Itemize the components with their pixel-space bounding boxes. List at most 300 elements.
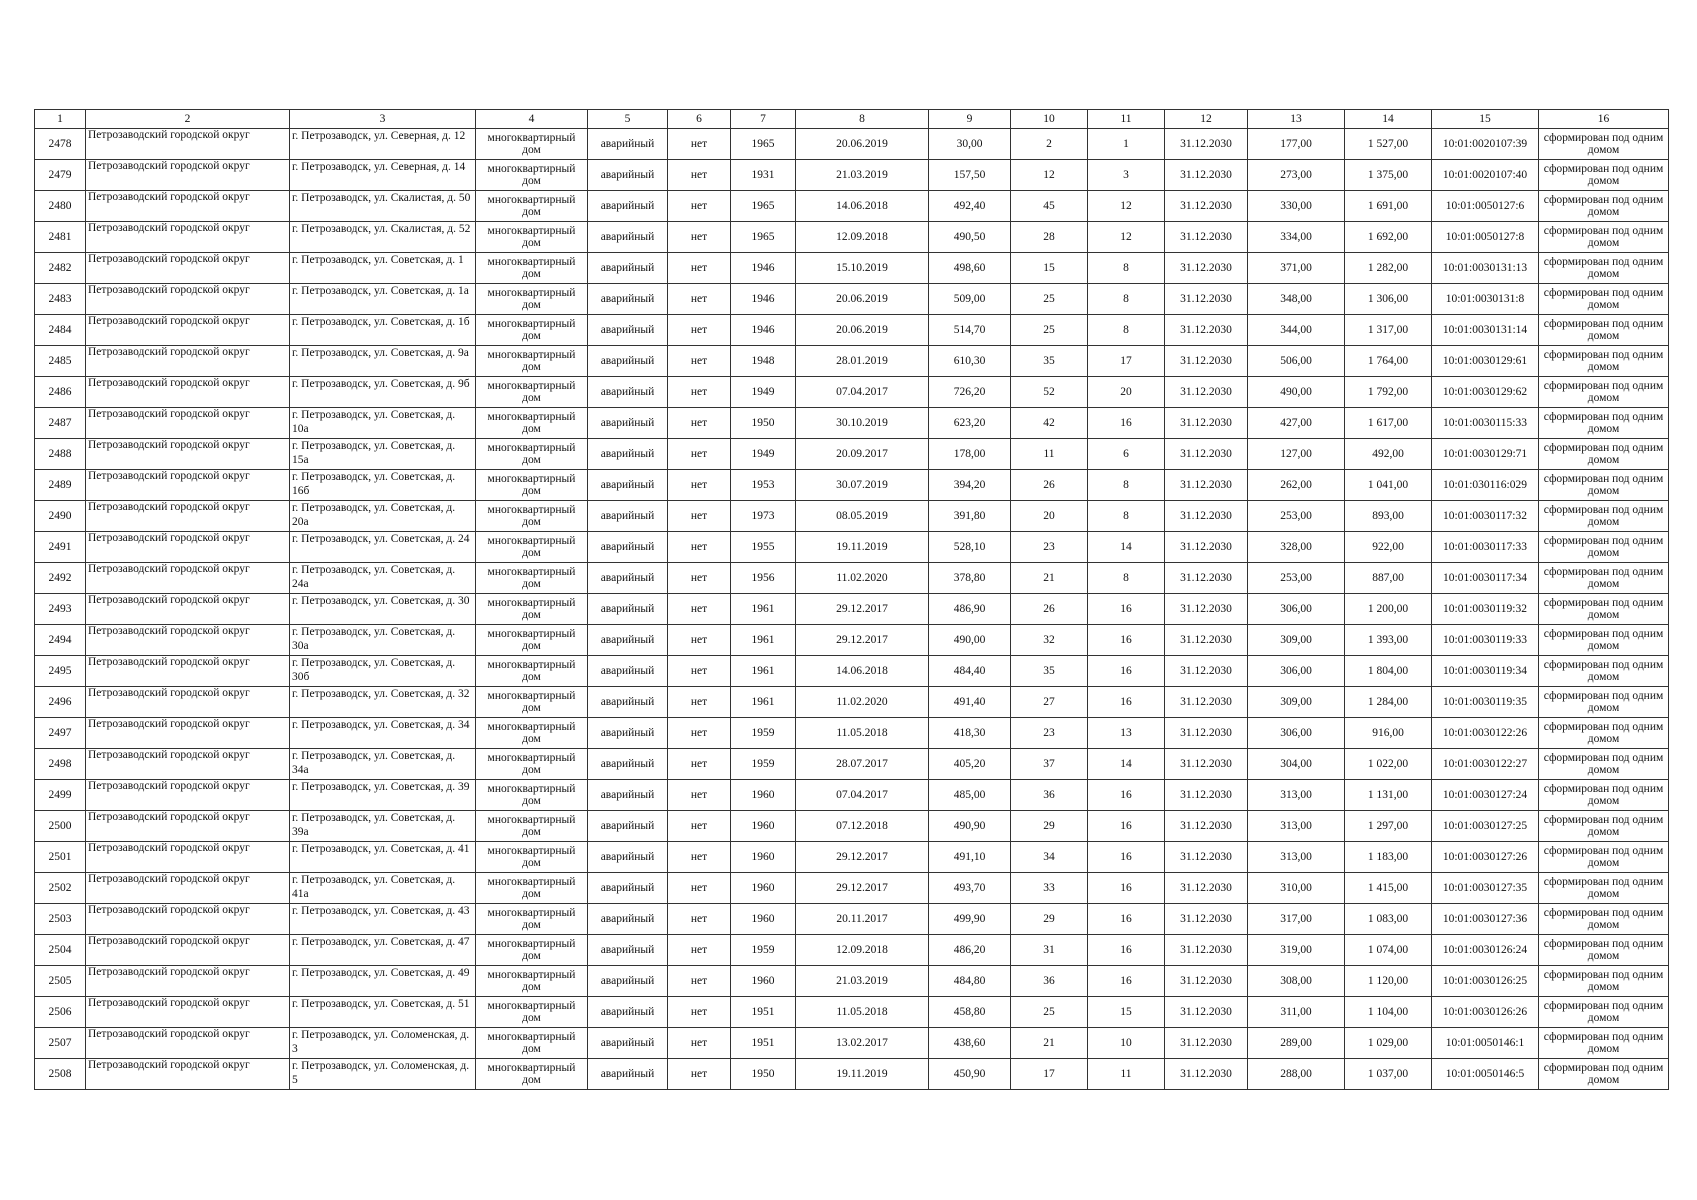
cadastral-number-cell: 10:01:0050146:5	[1432, 1059, 1539, 1090]
municipality-cell: Петрозаводский городской округ	[86, 315, 290, 346]
column-header: 9	[929, 110, 1011, 129]
cadastral-number-cell: 10:01:0030127:25	[1432, 811, 1539, 842]
column-10-cell: 35	[1011, 656, 1088, 687]
column-14-cell: 1 037,00	[1345, 1059, 1432, 1090]
land-plot-note-cell: сформирован под одним домом	[1539, 129, 1669, 160]
column-14-cell: 1 297,00	[1345, 811, 1432, 842]
cadastral-number-cell: 10:01:0030126:25	[1432, 966, 1539, 997]
column-14-cell: 922,00	[1345, 532, 1432, 563]
column-6-cell: нет	[668, 284, 731, 315]
table-row	[35, 811, 1669, 842]
building-type-cell: многоквартирный дом	[476, 749, 588, 780]
year-built-cell: 1956	[731, 563, 796, 594]
municipality-cell: Петрозаводский городской округ	[86, 439, 290, 470]
year-built-cell: 1951	[731, 1028, 796, 1059]
year-built-cell: 1961	[731, 656, 796, 687]
recognition-date-cell: 12.09.2018	[796, 222, 929, 253]
column-13-cell: 344,00	[1248, 315, 1345, 346]
area-cell: 484,80	[929, 966, 1011, 997]
address-cell: г. Петрозаводск, ул. Советская, д. 20а	[290, 501, 476, 532]
column-11-cell: 13	[1088, 718, 1165, 749]
row-number: 2481	[35, 222, 86, 253]
area-cell: 458,80	[929, 997, 1011, 1028]
column-11-cell: 12	[1088, 191, 1165, 222]
land-plot-note-cell: сформирован под одним домом	[1539, 408, 1669, 439]
column-13-cell: 308,00	[1248, 966, 1345, 997]
planned-date-cell: 31.12.2030	[1165, 687, 1248, 718]
column-11-cell: 16	[1088, 408, 1165, 439]
column-10-cell: 31	[1011, 935, 1088, 966]
year-built-cell: 1949	[731, 439, 796, 470]
planned-date-cell: 31.12.2030	[1165, 222, 1248, 253]
column-10-cell: 42	[1011, 408, 1088, 439]
land-plot-note-cell: сформирован под одним домом	[1539, 222, 1669, 253]
column-14-cell: 1 527,00	[1345, 129, 1432, 160]
cadastral-number-cell: 10:01:0020107:40	[1432, 160, 1539, 191]
column-11-cell: 20	[1088, 377, 1165, 408]
row-number: 2484	[35, 315, 86, 346]
address-cell: г. Петрозаводск, ул. Советская, д. 1б	[290, 315, 476, 346]
column-13-cell: 309,00	[1248, 625, 1345, 656]
land-plot-note-cell: сформирован под одним домом	[1539, 749, 1669, 780]
recognition-date-cell: 30.10.2019	[796, 408, 929, 439]
column-10-cell: 28	[1011, 222, 1088, 253]
planned-date-cell: 31.12.2030	[1165, 160, 1248, 191]
column-11-cell: 16	[1088, 811, 1165, 842]
column-6-cell: нет	[668, 718, 731, 749]
area-cell: 391,80	[929, 501, 1011, 532]
municipality-cell: Петрозаводский городской округ	[86, 718, 290, 749]
row-number: 2498	[35, 749, 86, 780]
condition-cell: аварийный	[588, 656, 668, 687]
cadastral-number-cell: 10:01:0050127:8	[1432, 222, 1539, 253]
planned-date-cell: 31.12.2030	[1165, 1028, 1248, 1059]
condition-cell: аварийный	[588, 191, 668, 222]
building-type-cell: многоквартирный дом	[476, 656, 588, 687]
column-13-cell: 306,00	[1248, 594, 1345, 625]
area-cell: 491,10	[929, 842, 1011, 873]
column-10-cell: 37	[1011, 749, 1088, 780]
planned-date-cell: 31.12.2030	[1165, 904, 1248, 935]
table-row	[35, 842, 1669, 873]
address-cell: г. Петрозаводск, ул. Скалистая, д. 50	[290, 191, 476, 222]
recognition-date-cell: 08.05.2019	[796, 501, 929, 532]
recognition-date-cell: 07.04.2017	[796, 780, 929, 811]
recognition-date-cell: 20.06.2019	[796, 284, 929, 315]
recognition-date-cell: 19.11.2019	[796, 532, 929, 563]
land-plot-note-cell: сформирован под одним домом	[1539, 160, 1669, 191]
land-plot-note-cell: сформирован под одним домом	[1539, 718, 1669, 749]
column-6-cell: нет	[668, 315, 731, 346]
column-13-cell: 288,00	[1248, 1059, 1345, 1090]
recognition-date-cell: 11.02.2020	[796, 687, 929, 718]
condition-cell: аварийный	[588, 470, 668, 501]
municipality-cell: Петрозаводский городской округ	[86, 501, 290, 532]
year-built-cell: 1931	[731, 160, 796, 191]
planned-date-cell: 31.12.2030	[1165, 315, 1248, 346]
table-row	[35, 1028, 1669, 1059]
row-number: 2478	[35, 129, 86, 160]
recognition-date-cell: 20.11.2017	[796, 904, 929, 935]
building-type-cell: многоквартирный дом	[476, 625, 588, 656]
row-number: 2505	[35, 966, 86, 997]
table-row	[35, 687, 1669, 718]
column-14-cell: 1 183,00	[1345, 842, 1432, 873]
municipality-cell: Петрозаводский городской округ	[86, 625, 290, 656]
cadastral-number-cell: 10:01:0030119:33	[1432, 625, 1539, 656]
land-plot-note-cell: сформирован под одним домом	[1539, 966, 1669, 997]
municipality-cell: Петрозаводский городской округ	[86, 377, 290, 408]
address-cell: г. Петрозаводск, ул. Северная, д. 12	[290, 129, 476, 160]
area-cell: 484,40	[929, 656, 1011, 687]
address-cell: г. Петрозаводск, ул. Советская, д. 41а	[290, 873, 476, 904]
table-row	[35, 191, 1669, 222]
year-built-cell: 1959	[731, 749, 796, 780]
planned-date-cell: 31.12.2030	[1165, 594, 1248, 625]
municipality-cell: Петрозаводский городской округ	[86, 780, 290, 811]
column-6-cell: нет	[668, 997, 731, 1028]
column-14-cell: 1 692,00	[1345, 222, 1432, 253]
area-cell: 528,10	[929, 532, 1011, 563]
column-11-cell: 16	[1088, 935, 1165, 966]
column-14-cell: 1 041,00	[1345, 470, 1432, 501]
cadastral-number-cell: 10:01:0030119:34	[1432, 656, 1539, 687]
land-plot-note-cell: сформирован под одним домом	[1539, 315, 1669, 346]
cadastral-number-cell: 10:01:0030126:24	[1432, 935, 1539, 966]
column-11-cell: 8	[1088, 284, 1165, 315]
condition-cell: аварийный	[588, 408, 668, 439]
land-plot-note-cell: сформирован под одним домом	[1539, 687, 1669, 718]
recognition-date-cell: 11.05.2018	[796, 997, 929, 1028]
year-built-cell: 1965	[731, 129, 796, 160]
municipality-cell: Петрозаводский городской округ	[86, 222, 290, 253]
cadastral-number-cell: 10:01:0030117:32	[1432, 501, 1539, 532]
year-built-cell: 1965	[731, 222, 796, 253]
column-14-cell: 1 083,00	[1345, 904, 1432, 935]
condition-cell: аварийный	[588, 315, 668, 346]
building-type-cell: многоквартирный дом	[476, 222, 588, 253]
municipality-cell: Петрозаводский городской округ	[86, 873, 290, 904]
column-13-cell: 313,00	[1248, 780, 1345, 811]
building-type-cell: многоквартирный дом	[476, 315, 588, 346]
building-type-cell: многоквартирный дом	[476, 532, 588, 563]
column-14-cell: 1 074,00	[1345, 935, 1432, 966]
column-11-cell: 16	[1088, 687, 1165, 718]
table-row	[35, 253, 1669, 284]
land-plot-note-cell: сформирован под одним домом	[1539, 191, 1669, 222]
table-row	[35, 966, 1669, 997]
building-type-cell: многоквартирный дом	[476, 904, 588, 935]
column-11-cell: 6	[1088, 439, 1165, 470]
recognition-date-cell: 29.12.2017	[796, 873, 929, 904]
planned-date-cell: 31.12.2030	[1165, 532, 1248, 563]
land-plot-note-cell: сформирован под одним домом	[1539, 532, 1669, 563]
area-cell: 490,90	[929, 811, 1011, 842]
column-13-cell: 306,00	[1248, 718, 1345, 749]
year-built-cell: 1946	[731, 315, 796, 346]
building-type-cell: многоквартирный дом	[476, 408, 588, 439]
year-built-cell: 1961	[731, 625, 796, 656]
column-13-cell: 262,00	[1248, 470, 1345, 501]
column-14-cell: 1 804,00	[1345, 656, 1432, 687]
column-6-cell: нет	[668, 470, 731, 501]
municipality-cell: Петрозаводский городской округ	[86, 532, 290, 563]
column-11-cell: 16	[1088, 625, 1165, 656]
table-row	[35, 408, 1669, 439]
year-built-cell: 1961	[731, 687, 796, 718]
row-number: 2486	[35, 377, 86, 408]
municipality-cell: Петрозаводский городской округ	[86, 160, 290, 191]
row-number: 2499	[35, 780, 86, 811]
cadastral-number-cell: 10:01:0030127:35	[1432, 873, 1539, 904]
land-plot-note-cell: сформирован под одним домом	[1539, 346, 1669, 377]
column-11-cell: 3	[1088, 160, 1165, 191]
table-row	[35, 563, 1669, 594]
condition-cell: аварийный	[588, 718, 668, 749]
column-13-cell: 309,00	[1248, 687, 1345, 718]
column-14-cell: 1 792,00	[1345, 377, 1432, 408]
recognition-date-cell: 13.02.2017	[796, 1028, 929, 1059]
column-11-cell: 16	[1088, 873, 1165, 904]
area-cell: 394,20	[929, 470, 1011, 501]
column-6-cell: нет	[668, 873, 731, 904]
column-10-cell: 27	[1011, 687, 1088, 718]
area-cell: 378,80	[929, 563, 1011, 594]
column-11-cell: 8	[1088, 563, 1165, 594]
municipality-cell: Петрозаводский городской округ	[86, 904, 290, 935]
column-14-cell: 1 200,00	[1345, 594, 1432, 625]
condition-cell: аварийный	[588, 1028, 668, 1059]
condition-cell: аварийный	[588, 842, 668, 873]
condition-cell: аварийный	[588, 780, 668, 811]
building-type-cell: многоквартирный дом	[476, 346, 588, 377]
cadastral-number-cell: 10:01:0030119:35	[1432, 687, 1539, 718]
building-type-cell: многоквартирный дом	[476, 563, 588, 594]
building-type-cell: многоквартирный дом	[476, 501, 588, 532]
column-14-cell: 1 284,00	[1345, 687, 1432, 718]
planned-date-cell: 31.12.2030	[1165, 625, 1248, 656]
municipality-cell: Петрозаводский городской округ	[86, 594, 290, 625]
column-14-cell: 492,00	[1345, 439, 1432, 470]
year-built-cell: 1950	[731, 408, 796, 439]
condition-cell: аварийный	[588, 1059, 668, 1090]
column-6-cell: нет	[668, 532, 731, 563]
column-11-cell: 16	[1088, 966, 1165, 997]
land-plot-note-cell: сформирован под одним домом	[1539, 935, 1669, 966]
condition-cell: аварийный	[588, 935, 668, 966]
building-type-cell: многоквартирный дом	[476, 935, 588, 966]
column-10-cell: 25	[1011, 997, 1088, 1028]
area-cell: 498,60	[929, 253, 1011, 284]
column-11-cell: 16	[1088, 904, 1165, 935]
cadastral-number-cell: 10:01:0030119:32	[1432, 594, 1539, 625]
column-header: 5	[588, 110, 668, 129]
building-type-cell: многоквартирный дом	[476, 687, 588, 718]
column-11-cell: 12	[1088, 222, 1165, 253]
address-cell: г. Петрозаводск, ул. Скалистая, д. 52	[290, 222, 476, 253]
area-cell: 490,50	[929, 222, 1011, 253]
cadastral-number-cell: 10:01:0050146:1	[1432, 1028, 1539, 1059]
table-row	[35, 1059, 1669, 1090]
area-cell: 490,00	[929, 625, 1011, 656]
row-number: 2493	[35, 594, 86, 625]
year-built-cell: 1960	[731, 780, 796, 811]
condition-cell: аварийный	[588, 811, 668, 842]
address-cell: г. Петрозаводск, ул. Советская, д. 49	[290, 966, 476, 997]
column-10-cell: 12	[1011, 160, 1088, 191]
column-13-cell: 328,00	[1248, 532, 1345, 563]
condition-cell: аварийный	[588, 346, 668, 377]
cadastral-number-cell: 10:01:0030126:26	[1432, 997, 1539, 1028]
row-number: 2491	[35, 532, 86, 563]
recognition-date-cell: 29.12.2017	[796, 842, 929, 873]
column-6-cell: нет	[668, 222, 731, 253]
year-built-cell: 1950	[731, 1059, 796, 1090]
column-10-cell: 32	[1011, 625, 1088, 656]
planned-date-cell: 31.12.2030	[1165, 253, 1248, 284]
column-header: 16	[1539, 110, 1669, 129]
column-13-cell: 371,00	[1248, 253, 1345, 284]
column-11-cell: 8	[1088, 253, 1165, 284]
year-built-cell: 1959	[731, 935, 796, 966]
column-header: 10	[1011, 110, 1088, 129]
recognition-date-cell: 07.12.2018	[796, 811, 929, 842]
row-number: 2497	[35, 718, 86, 749]
cadastral-number-cell: 10:01:0030131:8	[1432, 284, 1539, 315]
land-plot-note-cell: сформирован под одним домом	[1539, 284, 1669, 315]
table-row	[35, 160, 1669, 191]
land-plot-note-cell: сформирован под одним домом	[1539, 501, 1669, 532]
column-10-cell: 23	[1011, 532, 1088, 563]
column-10-cell: 17	[1011, 1059, 1088, 1090]
cadastral-number-cell: 10:01:0030117:34	[1432, 563, 1539, 594]
column-10-cell: 26	[1011, 470, 1088, 501]
column-14-cell: 1 104,00	[1345, 997, 1432, 1028]
column-14-cell: 1 393,00	[1345, 625, 1432, 656]
address-cell: г. Петрозаводск, ул. Соломенская, д. 3	[290, 1028, 476, 1059]
column-13-cell: 506,00	[1248, 346, 1345, 377]
year-built-cell: 1946	[731, 284, 796, 315]
address-cell: г. Петрозаводск, ул. Советская, д. 32	[290, 687, 476, 718]
municipality-cell: Петрозаводский городской округ	[86, 842, 290, 873]
table-row	[35, 377, 1669, 408]
recognition-date-cell: 21.03.2019	[796, 160, 929, 191]
planned-date-cell: 31.12.2030	[1165, 501, 1248, 532]
column-header: 12	[1165, 110, 1248, 129]
column-header: 3	[290, 110, 476, 129]
column-11-cell: 15	[1088, 997, 1165, 1028]
building-type-cell: многоквартирный дом	[476, 811, 588, 842]
planned-date-cell: 31.12.2030	[1165, 470, 1248, 501]
municipality-cell: Петрозаводский городской округ	[86, 129, 290, 160]
column-10-cell: 36	[1011, 780, 1088, 811]
column-6-cell: нет	[668, 501, 731, 532]
address-cell: г. Петрозаводск, ул. Советская, д. 30б	[290, 656, 476, 687]
condition-cell: аварийный	[588, 532, 668, 563]
column-13-cell: 330,00	[1248, 191, 1345, 222]
cadastral-number-cell: 10:01:0050127:6	[1432, 191, 1539, 222]
column-14-cell: 1 029,00	[1345, 1028, 1432, 1059]
column-6-cell: нет	[668, 129, 731, 160]
address-cell: г. Петрозаводск, ул. Советская, д. 15а	[290, 439, 476, 470]
column-10-cell: 34	[1011, 842, 1088, 873]
condition-cell: аварийный	[588, 377, 668, 408]
column-6-cell: нет	[668, 780, 731, 811]
cadastral-number-cell: 10:01:0030127:36	[1432, 904, 1539, 935]
column-6-cell: нет	[668, 160, 731, 191]
municipality-cell: Петрозаводский городской округ	[86, 470, 290, 501]
column-6-cell: нет	[668, 191, 731, 222]
condition-cell: аварийный	[588, 749, 668, 780]
planned-date-cell: 31.12.2030	[1165, 935, 1248, 966]
row-number: 2508	[35, 1059, 86, 1090]
column-header: 4	[476, 110, 588, 129]
row-number: 2496	[35, 687, 86, 718]
recognition-date-cell: 20.06.2019	[796, 129, 929, 160]
table-row	[35, 780, 1669, 811]
column-6-cell: нет	[668, 904, 731, 935]
year-built-cell: 1961	[731, 594, 796, 625]
planned-date-cell: 31.12.2030	[1165, 718, 1248, 749]
table-row	[35, 470, 1669, 501]
column-10-cell: 35	[1011, 346, 1088, 377]
planned-date-cell: 31.12.2030	[1165, 656, 1248, 687]
building-type-cell: многоквартирный дом	[476, 780, 588, 811]
column-10-cell: 2	[1011, 129, 1088, 160]
land-plot-note-cell: сформирован под одним домом	[1539, 997, 1669, 1028]
column-header: 14	[1345, 110, 1432, 129]
recognition-date-cell: 11.05.2018	[796, 718, 929, 749]
row-number: 2495	[35, 656, 86, 687]
column-13-cell: 427,00	[1248, 408, 1345, 439]
area-cell: 514,70	[929, 315, 1011, 346]
column-10-cell: 21	[1011, 1028, 1088, 1059]
column-13-cell: 304,00	[1248, 749, 1345, 780]
recognition-date-cell: 07.04.2017	[796, 377, 929, 408]
column-6-cell: нет	[668, 687, 731, 718]
column-14-cell: 1 375,00	[1345, 160, 1432, 191]
planned-date-cell: 31.12.2030	[1165, 191, 1248, 222]
address-cell: г. Петрозаводск, ул. Советская, д. 39	[290, 780, 476, 811]
row-number: 2507	[35, 1028, 86, 1059]
column-header: 15	[1432, 110, 1539, 129]
row-number: 2488	[35, 439, 86, 470]
building-type-cell: многоквартирный дом	[476, 160, 588, 191]
recognition-date-cell: 14.06.2018	[796, 656, 929, 687]
table-row	[35, 532, 1669, 563]
area-cell: 178,00	[929, 439, 1011, 470]
municipality-cell: Петрозаводский городской округ	[86, 997, 290, 1028]
column-6-cell: нет	[668, 811, 731, 842]
column-11-cell: 14	[1088, 749, 1165, 780]
area-cell: 499,90	[929, 904, 1011, 935]
table-row	[35, 222, 1669, 253]
column-13-cell: 273,00	[1248, 160, 1345, 191]
recognition-date-cell: 28.01.2019	[796, 346, 929, 377]
cadastral-number-cell: 10:01:0030129:61	[1432, 346, 1539, 377]
column-14-cell: 1 022,00	[1345, 749, 1432, 780]
year-built-cell: 1949	[731, 377, 796, 408]
column-6-cell: нет	[668, 346, 731, 377]
land-plot-note-cell: сформирован под одним домом	[1539, 1028, 1669, 1059]
address-cell: г. Петрозаводск, ул. Советская, д. 9а	[290, 346, 476, 377]
recognition-date-cell: 29.12.2017	[796, 625, 929, 656]
table-row	[35, 594, 1669, 625]
column-11-cell: 16	[1088, 594, 1165, 625]
table-row	[35, 625, 1669, 656]
condition-cell: аварийный	[588, 873, 668, 904]
year-built-cell: 1960	[731, 966, 796, 997]
